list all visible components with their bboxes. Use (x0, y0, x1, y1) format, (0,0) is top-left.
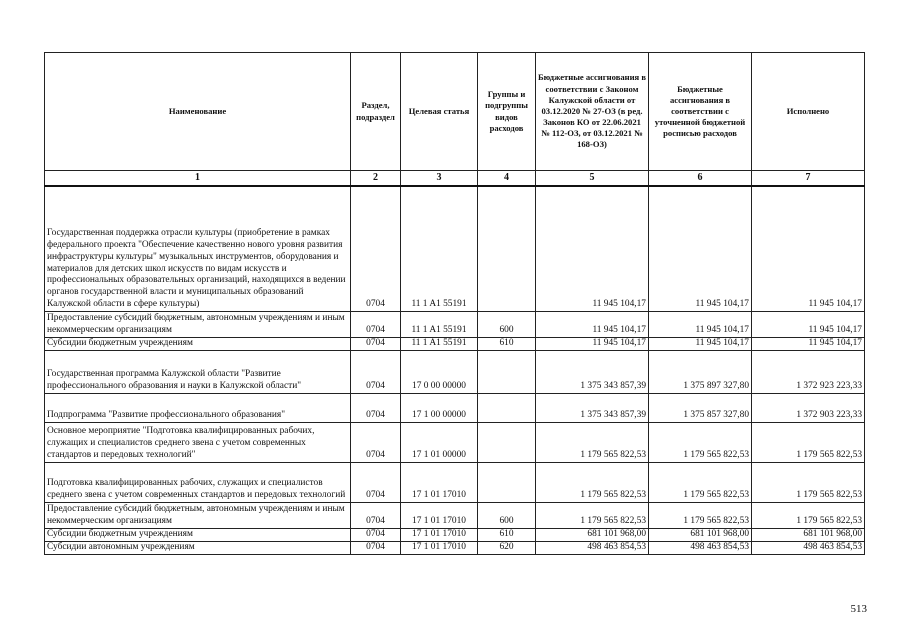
row-name: Субсидии автономным учреждениям (45, 541, 351, 554)
row-target-article: 17 1 00 00000 (401, 393, 478, 422)
row-executed: 11 945 104,17 (752, 186, 865, 311)
row-expense-group (478, 462, 536, 502)
row-section: 0704 (351, 393, 401, 422)
row-expense-group (478, 422, 536, 462)
row-budget-refined: 1 375 857 327,80 (649, 393, 752, 422)
row-budget-refined: 11 945 104,17 (649, 311, 752, 337)
row-budget-law: 1 179 565 822,53 (536, 422, 649, 462)
row-name: Подпрограмма "Развитие профессионального образования" (45, 393, 351, 422)
column-number: 2 (351, 171, 401, 187)
row-budget-refined: 1 179 565 822,53 (649, 422, 752, 462)
row-budget-refined: 498 463 854,53 (649, 541, 752, 554)
column-number: 5 (536, 171, 649, 187)
row-budget-law: 1 179 565 822,53 (536, 462, 649, 502)
table-row (45, 350, 865, 393)
row-budget-law: 11 945 104,17 (536, 186, 649, 311)
row-target-article: 11 1 A1 55191 (401, 311, 478, 337)
row-section: 0704 (351, 311, 401, 337)
column-number: 3 (401, 171, 478, 187)
row-target-article: 17 1 01 00000 (401, 422, 478, 462)
header-section: Раздел, подраздел (351, 53, 401, 171)
row-expense-group (478, 186, 536, 311)
row-expense-group: 600 (478, 311, 536, 337)
row-budget-law: 1 375 343 857,39 (536, 350, 649, 393)
row-budget-law: 11 945 104,17 (536, 337, 649, 350)
table-row (45, 186, 865, 311)
row-executed: 11 945 104,17 (752, 311, 865, 337)
row-budget-refined: 11 945 104,17 (649, 337, 752, 350)
table-row (45, 541, 865, 554)
row-budget-law: 1 375 343 857,39 (536, 393, 649, 422)
row-expense-group (478, 350, 536, 393)
row-budget-refined: 681 101 968,00 (649, 528, 752, 541)
row-executed: 498 463 854,53 (752, 541, 865, 554)
row-expense-group: 610 (478, 337, 536, 350)
row-name: Государственная поддержка отрасли культуры (приобретение в рамках федерального проекта "Обеспечение качественно нового уровня развития инфраструктуры культуры" музыкальных инструментов, оборудования и материалов для детских школ искусств по видам искусств и профессиональных образовательных организаций, находящихся в ведении органов государственной власти и муниципальных образований Калужской области в сфере культуры) (45, 186, 351, 311)
row-executed: 1 179 565 822,53 (752, 502, 865, 528)
row-executed: 1 372 923 223,33 (752, 350, 865, 393)
row-target-article: 11 1 A1 55191 (401, 186, 478, 311)
row-expense-group: 620 (478, 541, 536, 554)
row-target-article: 17 0 00 00000 (401, 350, 478, 393)
row-section: 0704 (351, 541, 401, 554)
row-section: 0704 (351, 186, 401, 311)
row-budget-law: 11 945 104,17 (536, 311, 649, 337)
table-row (45, 528, 865, 541)
row-name: Государственная программа Калужской области "Развитие профессионального образования и науки в Калужской области" (45, 350, 351, 393)
row-section: 0704 (351, 337, 401, 350)
row-name: Предоставление субсидий бюджетным, автономным учреждениям и иным некоммерческим организациям (45, 502, 351, 528)
row-name: Подготовка квалифицированных рабочих, служащих и специалистов среднего звена с учетом современных стандартов и передовых технологий (45, 462, 351, 502)
header-budget-law: Бюджетные ассигнования в соответствии с Законом Калужской области от 03.12.2020 № 27-ОЗ (в ред. Законов КО от 22.06.2021 № 112-ОЗ, от 03.12.2021 № 168-ОЗ) (536, 53, 649, 171)
row-executed: 1 179 565 822,53 (752, 462, 865, 502)
header-target-article: Целевая статья (401, 53, 478, 171)
table-row (45, 502, 865, 528)
row-budget-law: 498 463 854,53 (536, 541, 649, 554)
row-budget-law: 681 101 968,00 (536, 528, 649, 541)
table-row (45, 422, 865, 462)
header-executed: Исполнено (752, 53, 865, 171)
row-section: 0704 (351, 502, 401, 528)
row-executed: 1 372 903 223,33 (752, 393, 865, 422)
column-number: 1 (45, 171, 351, 187)
column-number-row (45, 171, 865, 187)
table-row (45, 462, 865, 502)
row-budget-refined: 11 945 104,17 (649, 186, 752, 311)
table-row (45, 393, 865, 422)
row-expense-group (478, 393, 536, 422)
row-executed: 681 101 968,00 (752, 528, 865, 541)
column-number: 6 (649, 171, 752, 187)
header-expense-groups: Группы и подгруппы видов расходов (478, 53, 536, 171)
row-section: 0704 (351, 350, 401, 393)
column-number: 7 (752, 171, 865, 187)
row-budget-law: 1 179 565 822,53 (536, 502, 649, 528)
row-target-article: 17 1 01 17010 (401, 528, 478, 541)
row-target-article: 17 1 01 17010 (401, 462, 478, 502)
row-section: 0704 (351, 462, 401, 502)
header-budget-refined: Бюджетные ассигнования в соответствии с уточненной бюджетной росписью расходов (649, 53, 752, 171)
row-executed: 1 179 565 822,53 (752, 422, 865, 462)
row-expense-group: 610 (478, 528, 536, 541)
table-row (45, 337, 865, 350)
row-section: 0704 (351, 528, 401, 541)
row-target-article: 17 1 01 17010 (401, 502, 478, 528)
header-row (45, 53, 865, 171)
table-row (45, 311, 865, 337)
header-name: Наименование (45, 53, 351, 171)
row-target-article: 11 1 A1 55191 (401, 337, 478, 350)
page-number: 513 (850, 603, 867, 615)
row-name: Предоставление субсидий бюджетным, автономным учреждениям и иным некоммерческим организациям (45, 311, 351, 337)
row-budget-refined: 1 375 897 327,80 (649, 350, 752, 393)
row-section: 0704 (351, 422, 401, 462)
row-budget-refined: 1 179 565 822,53 (649, 462, 752, 502)
budget-table (44, 52, 865, 555)
row-executed: 11 945 104,17 (752, 337, 865, 350)
row-name: Субсидии бюджетным учреждениям (45, 337, 351, 350)
column-number: 4 (478, 171, 536, 187)
row-name: Субсидии бюджетным учреждениям (45, 528, 351, 541)
row-target-article: 17 1 01 17010 (401, 541, 478, 554)
row-budget-refined: 1 179 565 822,53 (649, 502, 752, 528)
row-name: Основное мероприятие "Подготовка квалифицированных рабочих, служащих и специалистов среднего звена с учетом современных стандартов и передовых технологий" (45, 422, 351, 462)
row-expense-group: 600 (478, 502, 536, 528)
